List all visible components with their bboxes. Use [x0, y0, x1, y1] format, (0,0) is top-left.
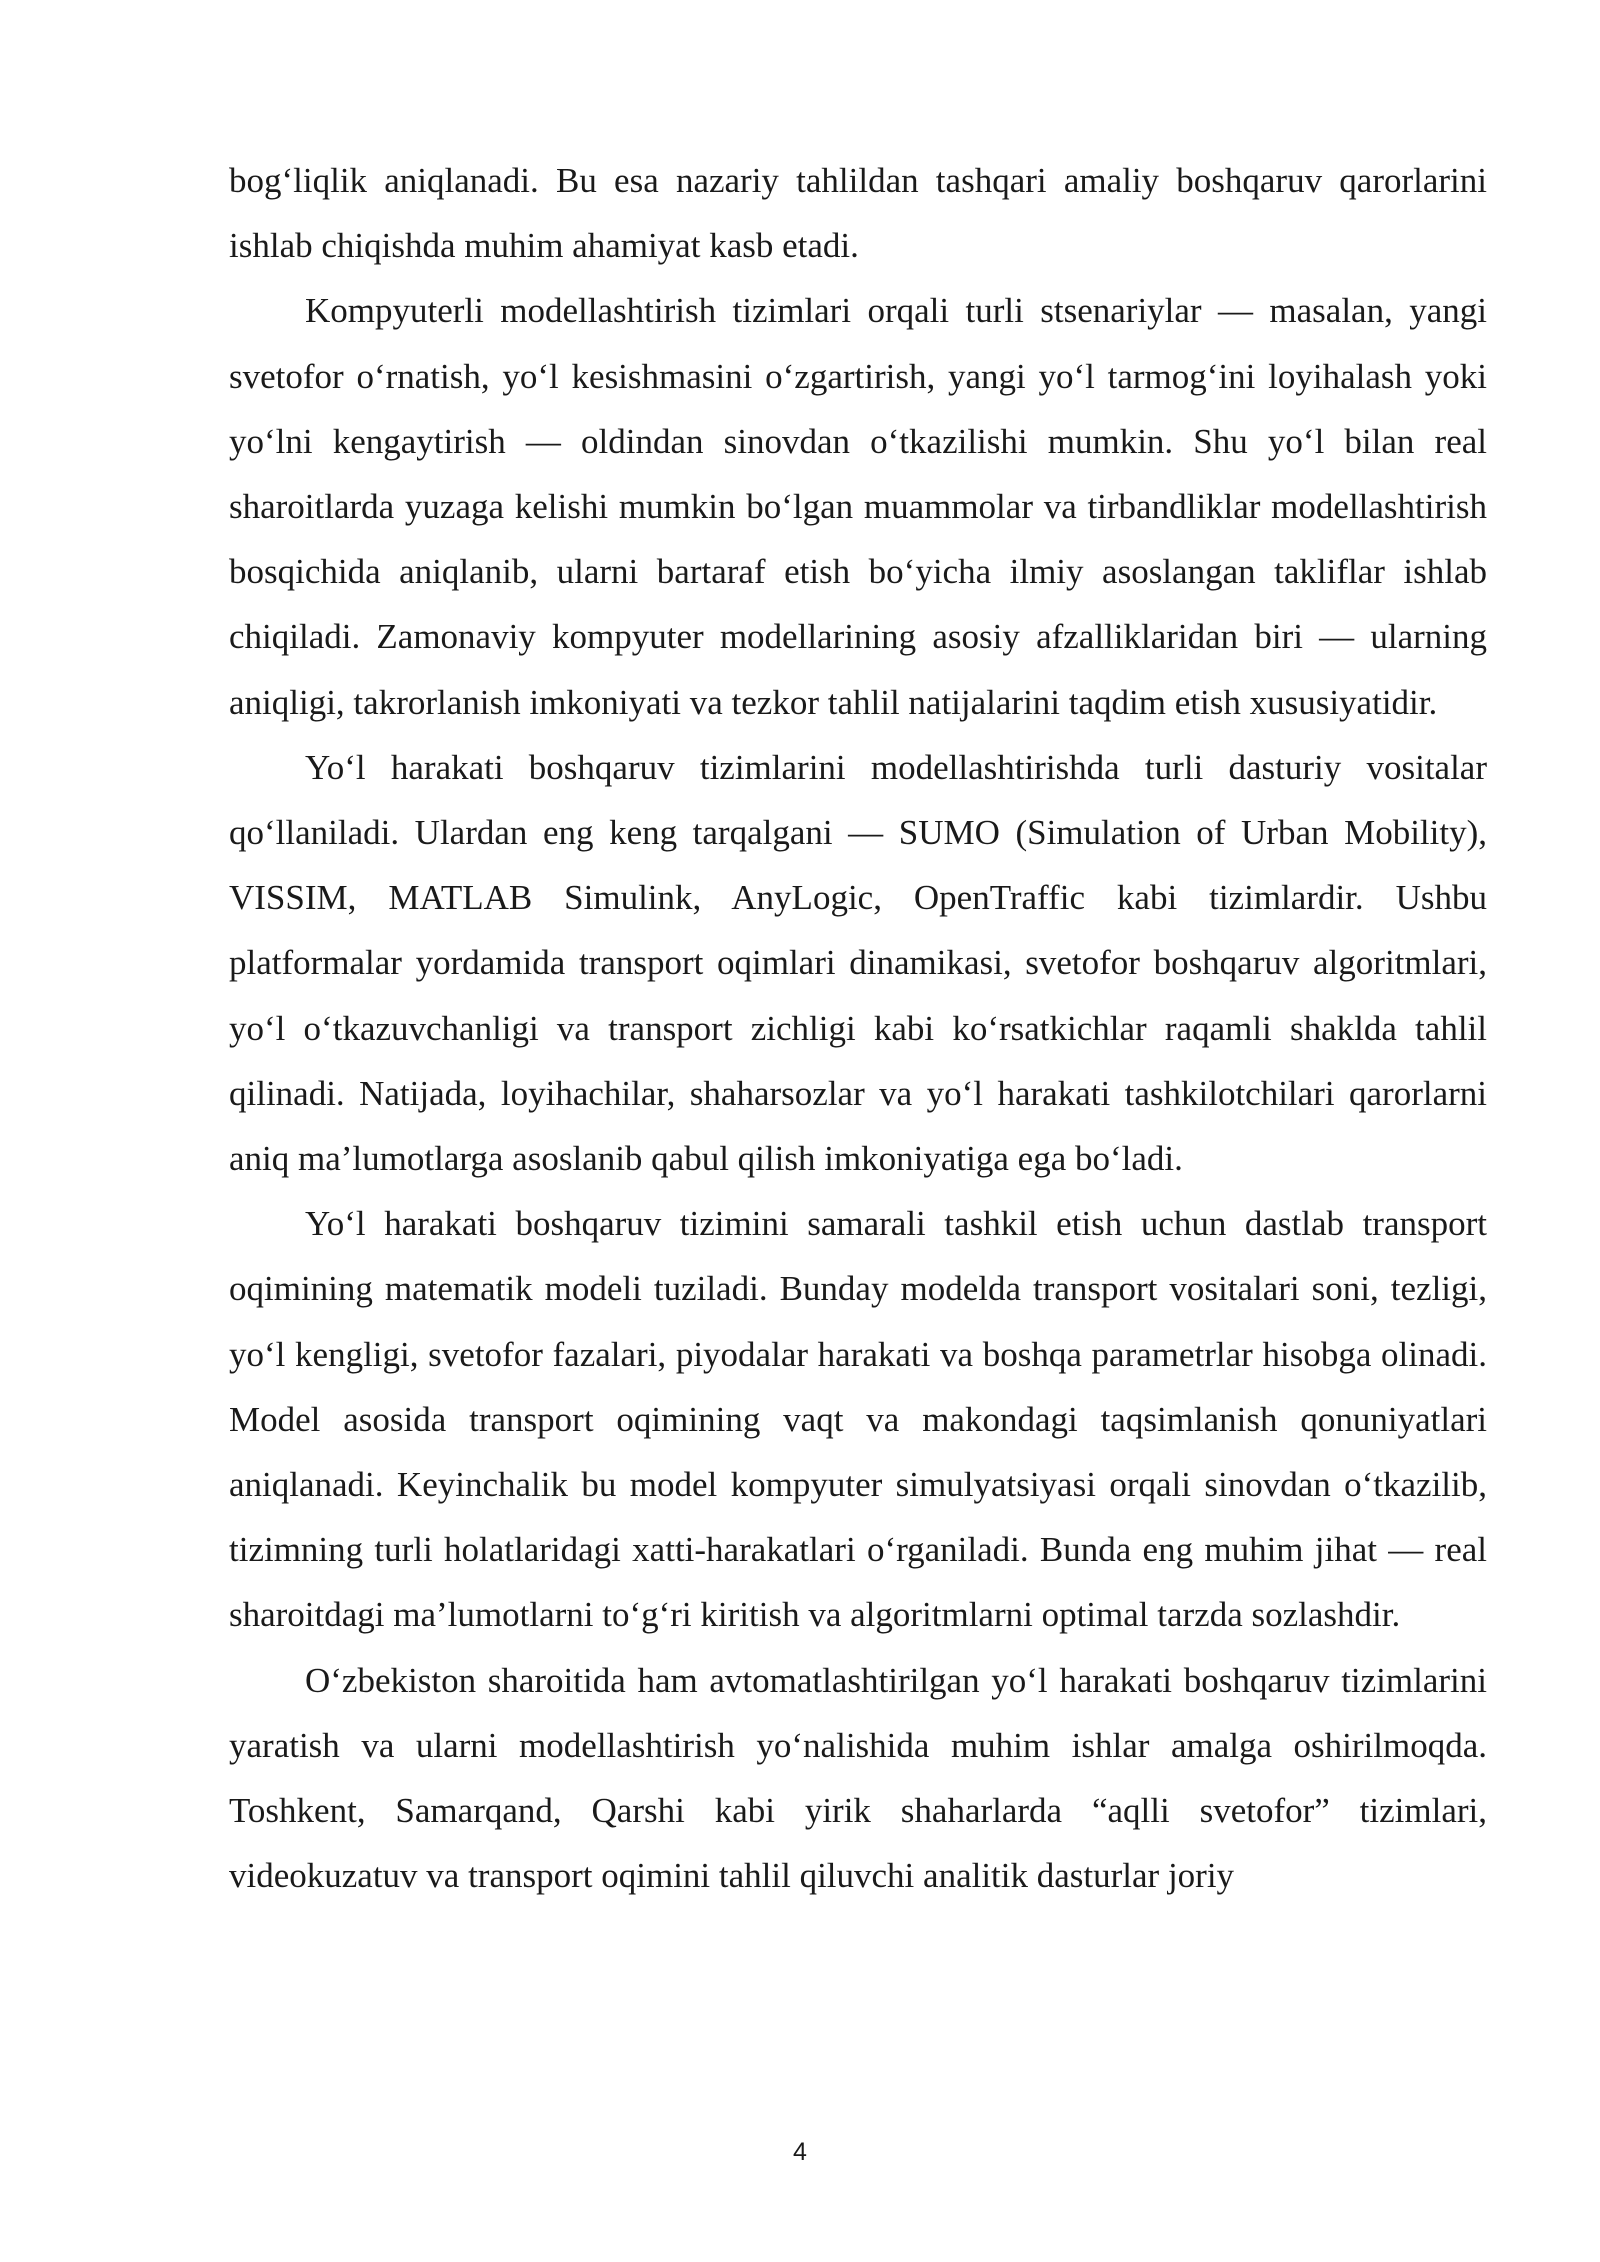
paragraph-1: bog‘liqlik aniqlanadi. Bu esa nazariy tahlildan tashqari amaliy boshqaruv qarorlarini ishlab chiqishda muhim ahamiyat kasb etadi.	[229, 161, 1487, 266]
document-body	[229, 148, 1487, 1908]
paragraph-5: O‘zbekiston sharoitida ham avtomatlashtirilgan yo‘l harakati boshqaruv tizimlarini yaratish va ularni modellashtirish yo‘nalishida muhim ishlar amalga oshirilmoqda. Toshkent, Samarqand, Qarshi kabi yirik shaharlarda “aqlli svetofor” tizimlari, videokuzatuv va transport oqimini tahlil qiluvchi analitik dasturlar joriy	[229, 1660, 1487, 1896]
paragraph-2: Kompyuterli modellashtirish tizimlari orqali turli stsenariylar — masalan, yangi svetofor o‘rnatish, yo‘l kesishmasini o‘zgartirish, yangi yo‘l tarmog‘ini loyihalash yoki yo‘lni kengaytirish — oldindan sinovdan o‘tkazilishi mumkin. Shu yo‘l bilan real sharoitlarda yuzaga kelishi mumkin bo‘lgan muammolar va tirbandliklar modellashtirish bosqichida aniqlanib, ularni bartaraf etish bo‘yicha ilmiy asoslangan takliflar ishlab chiqiladi. Zamonaviy kompyuter modellarining asosiy afzalliklaridan biri — ularning aniqligi, takrorlanish imkoniyati va tezkor tahlil natijalarini taqdim etish xususiyatidir.	[229, 291, 1487, 722]
paragraph-4: Yo‘l harakati boshqaruv tizimini samarali tashkil etish uchun dastlab transport oqimining matematik modeli tuziladi. Bunday modelda transport vositalari soni, tezligi, yo‘l kengligi, svetofor fazalari, piyodalar harakati va boshqa parametrlar hisobga olinadi. Model asosida transport oqimining vaqt va makondagi taqsimlanish qonuniyatlari aniqlanadi. Keyinchalik bu model kompyuter simulyatsiyasi orqali sinovdan o‘tkazilib, tizimning turli holatlaridagi xatti-harakatlari o‘rganiladi. Bunda eng muhim jihat — real sharoitdagi ma’lumotlarni to‘g‘ri kiritish va algoritmlarni optimal tarzda sozlashdir.	[229, 1204, 1487, 1635]
page-number: 4	[793, 2138, 807, 2166]
paragraph-3: Yo‘l harakati boshqaruv tizimlarini modellashtirishda turli dasturiy vositalar qo‘llaniladi. Ulardan eng keng tarqalgani — SUMO (Simulation of Urban Mobility), VISSIM, MATLAB Simulink, AnyLogic, OpenTraffic kabi tizimlardir. Ushbu platformalar yordamida transport oqimlari dinamikasi, svetofor boshqaruv algoritmlari, yo‘l o‘tkazuvchanligi va transport zichligi kabi ko‘rsatkichlar raqamli shaklda tahlil qilinadi. Natijada, loyihachilar, shaharsozlar va yo‘l harakati tashkilotchilari qarorlarni aniq ma’lumotlarga asoslanib qabul qilish imkoniyatiga ega bo‘ladi.	[229, 747, 1487, 1179]
